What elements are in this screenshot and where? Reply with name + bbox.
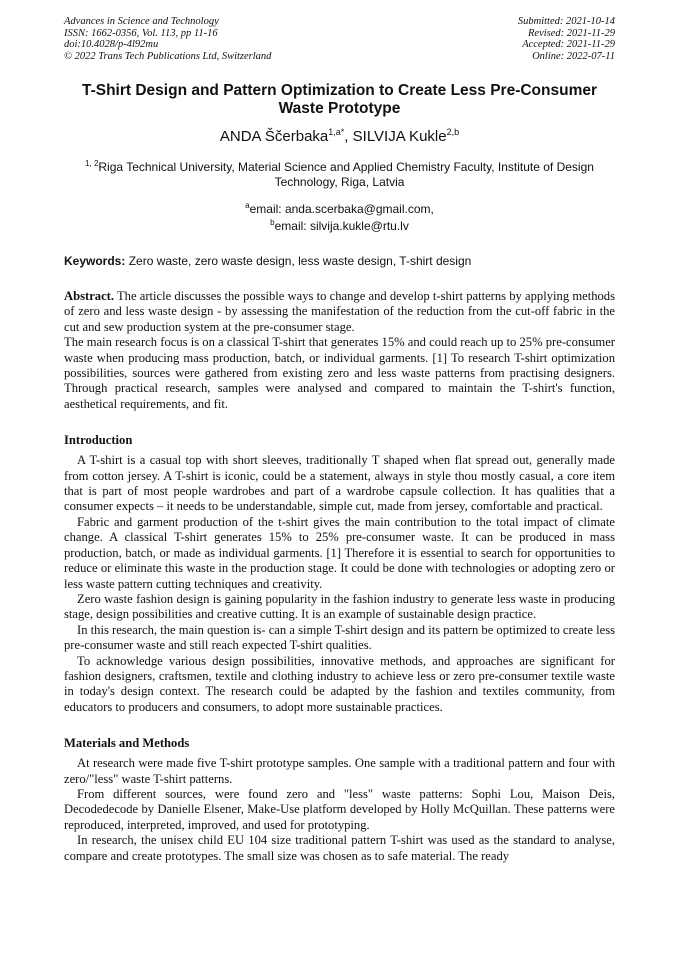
doi-line: doi:10.4028/p-4l92mu xyxy=(64,39,159,50)
journal-info xyxy=(64,16,271,62)
email-a-mark: a xyxy=(245,201,250,210)
paper-page xyxy=(64,16,615,864)
email-a xyxy=(64,199,615,216)
keywords-text: Zero waste, zero waste design, less waste design, T-shirt design xyxy=(125,254,472,268)
page-header xyxy=(64,16,615,64)
keywords-line xyxy=(64,254,615,269)
dates-info xyxy=(518,16,615,62)
author-separator: , xyxy=(344,128,353,145)
abstract-text-1: The article discusses the possible ways to change and develop t-shirt patterns by applying methods of zero and less waste design - by assessing the manifestation of the reduction from the cut-off fabric in the cut and sew production system at the pre-consumer stage. xyxy=(64,289,615,334)
author-2-affil-mark: 2,b xyxy=(446,127,460,137)
author-2-name: SILVIJA Kukle xyxy=(352,128,447,145)
intro-paragraph-2: Fabric and garment production of the t-shirt gives the main contribution to the total impact of climate change. A classical T-shirt generates 15% to 25% pre-consumer waste. It can be produced in mass production, batch, or made as individual garments. [1] Therefore it is essential to search for opportunities to reduce or eliminate this waste in the production stage. It could be done with technologies or adopting zero or less waste pattern cutting techniques and creativity. xyxy=(64,514,615,591)
email-block xyxy=(64,199,615,233)
abstract-label: Abstract. xyxy=(64,289,115,303)
intro-paragraph-4: In this research, the main question is- can a simple T-shirt design and its pattern be optimized to create less pre-consumer waste and still reach expected T-shirt qualities. xyxy=(64,622,615,653)
accepted-date: Accepted: 2021-11-29 xyxy=(522,39,615,50)
methods-paragraph-1: At research were made five T-shirt prototype samples. One sample with a traditional pattern and four with zero/"less" waste T-shirt patterns. xyxy=(64,756,615,786)
submitted-date: Submitted: 2021-10-14 xyxy=(517,16,615,27)
keywords-label: Keywords: xyxy=(64,254,126,268)
methods-heading: Materials and Methods xyxy=(64,736,190,751)
online-date: Online: 2022-07-11 xyxy=(532,50,615,62)
copyright-line: © 2022 Trans Tech Publications Ltd, Switzerland xyxy=(64,50,272,62)
introduction-heading: Introduction xyxy=(64,433,133,448)
methods-section xyxy=(64,735,615,864)
abstract-section xyxy=(64,289,615,412)
paper-title: T-Shirt Design and Pattern Optimization to Create Less Pre-Consumer Waste Prototype xyxy=(81,82,598,117)
email-b-text: email: silvija.kukle@rtu.lv xyxy=(274,219,409,233)
introduction-section xyxy=(64,432,615,715)
issn-line: ISSN: 1662-0356, Vol. 113, pp 11-16 xyxy=(64,27,218,39)
affiliation-mark: 1, 2 xyxy=(85,159,99,168)
email-b xyxy=(64,216,615,233)
intro-paragraph-3: Zero waste fashion design is gaining popularity in the fashion industry to generate less waste in producing stage, design possibilities and creative cutting. It is an example of sustainable design practice. xyxy=(64,591,615,622)
affiliation xyxy=(64,156,615,190)
journal-name: Advances in Science and Technology xyxy=(64,16,219,27)
revised-date: Revised: 2021-11-29 xyxy=(528,27,615,39)
author-list xyxy=(64,123,615,146)
author-1-affil-mark: 1,a* xyxy=(328,127,345,137)
methods-paragraph-3: In research, the unisex child EU 104 size traditional pattern T-shirt was used as the standard to analyse, compare and create prototypes. The small size was chosen as to safe material. The ready xyxy=(64,833,615,863)
abstract-paragraph-1 xyxy=(64,289,615,335)
email-b-mark: b xyxy=(270,218,275,227)
author-1-name: ANDA Ščerbaka xyxy=(219,128,329,145)
intro-paragraph-5: To acknowledge various design possibilities, innovative methods, and approaches are significant for fashion designers, craftsmen, textile and clothing industry to achieve less or zero pre-consumer textile waste in today's design context. The research could be adapted by the fashion and textiles community, from educators to producers and consumers, to adopt more sustainable practices. xyxy=(64,653,615,714)
abstract-paragraph-2: The main research focus is on a classical T-shirt that generates 15% and could reach up to 25% pre-consumer waste when producing mass production, batch, or individual garments. [1] To research T-shirt optimization possibilities, sources were gathered from existing zero and less waste patterns from practising designers. Through practical research, samples were analysed and compared to maintain the T-shirt's function, aesthetical requirements, and fit. xyxy=(64,335,615,411)
intro-paragraph-1: A T-shirt is a casual top with short sleeves, traditionally T shaped when flat spread out, generally made from cotton jersey. A T-shirt is iconic, could be a statement, always in style thou mostly casual, a core item that is part of most people wardrobes and part of a wardrobe capsule collection. It has qualities that a consumer expects – it needs to be understandable, simple cut, made from jersey, comfortable and practical. xyxy=(64,453,615,514)
affiliation-text: Riga Technical University, Material Science and Applied Chemistry Faculty, Institute of Design Technology, Riga, Latvia xyxy=(98,160,594,189)
methods-paragraph-2: From different sources, were found zero and "less" waste patterns: Sophi Lou, Maison Deis, Decodedecode by Danielle Elsener, Make-Use platform developed by Holly McQuillan. These patterns were reproduced, interpreted, improved, and used for prototyping. xyxy=(64,786,615,832)
email-a-text: email: anda.scerbaka@gmail.com, xyxy=(249,202,434,216)
